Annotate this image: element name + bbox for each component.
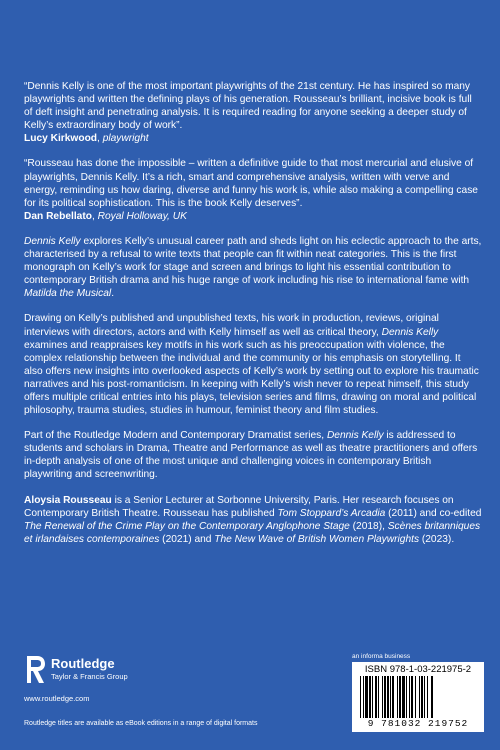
- paragraph-text: examines and reappraises key motifs in his work such as his preoccupation with violence, the complex relationship between the individual and the community or his emphasis on storytelling. It also offers new insights into overlooked aspects of Kelly’s work by setting out to explore his traumatic narratives and his post-romanticism. In keeping with Kelly’s wish never to repeat himself, this study offers multiple critical entries into his plays, television series and films, drawing on moral and political philosophy, trauma studies, studies in humour, feminist theory and film studies.: [24, 339, 479, 417]
- barcode-bar: [415, 676, 416, 718]
- book-title: Dennis Kelly: [381, 326, 439, 338]
- cover-text: [24, 80, 482, 558]
- paragraph-text: .: [111, 288, 115, 300]
- attribution-name: Dan Rebellato: [24, 210, 92, 222]
- quote-rebellato: [24, 157, 482, 222]
- barcode-bar: [372, 676, 373, 718]
- barcode-digits: 9 781032 219752: [367, 718, 469, 729]
- barcode-bars: [360, 676, 476, 718]
- barcode-bar: [397, 676, 398, 718]
- ebook-note: Routledge titles are available as eBook editions in a range of digital formats: [24, 720, 258, 727]
- musical-title: Matilda the Musical: [24, 288, 112, 300]
- barcode-bar: [384, 676, 386, 718]
- author-bio: Aloysia Rousseau is a Senior Lecturer at Sorbonne University, Paris. Her research focuses on Contemporary British Theatre. Rousseau has published Tom Stoppard’s Arcadia (2011) and co-edited The Renewal of the Crime Play on the Contemporary Anglophone Stage (2018), Scènes britanniques et irlandaises contemporaines (2021) and The New Wave of British Women Playwrights (2023).: [24, 494, 482, 545]
- barcode-bar: [406, 676, 407, 718]
- barcode-bar: [390, 676, 391, 718]
- barcode-bar: [375, 676, 377, 718]
- barcode-bar: [363, 676, 364, 718]
- barcode-bar: [399, 676, 401, 718]
- barcode-bar: [378, 676, 379, 718]
- book-title: The Renewal of the Crime Play on the Contemporary Anglophone Stage: [24, 520, 350, 532]
- publisher-name: Routledge: [51, 656, 115, 671]
- paragraph-text: explores Kelly’s unusual career path and sheds light on his eclectic approach to the arts, characterised by a refusal to write texts that people can fit within neat categories. This is the first monograph on Kelly’s work for stage and screen and brings to light his essential contribution to contemporary British drama and his huge range of work including his rise to international fame with: [24, 235, 482, 287]
- paragraph-text: Part of the Routledge Modern and Contemporary Dramatist series,: [24, 430, 327, 442]
- attribution-name: Lucy Kirkwood: [24, 133, 98, 145]
- barcode-bar: [411, 676, 413, 718]
- attribution-role: playwright: [102, 133, 149, 145]
- paragraph-text: is addressed to students and scholars in Drama, Theatre and Performance as well as theatre practitioners and offers in-depth analysis of one of the most unique and challenging voices in contemporary British playwriting and screenwriting.: [24, 430, 478, 481]
- paragraph-text: Drawing on Kelly’s published and unpublished texts, his work in production, reviews, original interviews with directors, actors and with Kelly himself as well as critical theory,: [24, 313, 439, 338]
- routledge-logo: [24, 655, 134, 691]
- barcode-bar: [387, 676, 389, 718]
- book-title: Tom Stoppard’s Arcadia: [277, 507, 386, 519]
- author-name: Aloysia Rousseau: [24, 494, 112, 506]
- description-paragraph-1: [24, 235, 482, 300]
- publisher-website[interactable]: www.routledge.com: [24, 694, 90, 703]
- routledge-r-icon: [24, 655, 46, 685]
- quote-text: “Rousseau has done the impossible – written a definitive guide to that most mercurial and elusive of playwrights, Dennis Kelly. It’s a rich, smart and comprehensive analysis, written with verve and energy, reminding us how daring, diverse and funny his work is, while also making a compelling case for its political sophistication. This is the book Kelly deserves”.: [24, 158, 478, 209]
- quote-text: “Dennis Kelly is one of the most important playwrights of the 21st century. He has inspired so many playwrights and written the defining plays of his generation. Rousseau’s brilliant, incisive book is full of deft insight and penetrating analysis. It is required reading for anyone seeking a deeper study of Kelly’s extraordinary body of work”.: [24, 81, 472, 132]
- barcode-bar: [360, 676, 361, 718]
- barcode-bar: [431, 676, 433, 718]
- book-title: Dennis Kelly: [326, 430, 384, 442]
- barcode-bar: [424, 676, 425, 718]
- barcode-bar: [402, 676, 405, 718]
- attribution-role: Royal Holloway, UK: [97, 210, 187, 222]
- barcode-bar: [419, 676, 420, 718]
- isbn-text: ISBN 978-1-03-221975-2: [364, 664, 472, 675]
- informa-tagline: an informa business: [352, 653, 411, 660]
- isbn-barcode: [352, 662, 484, 732]
- barcode-bar: [382, 676, 383, 718]
- barcode-bar: [421, 676, 423, 718]
- barcode-bar: [427, 676, 428, 718]
- description-paragraph-3: [24, 429, 482, 481]
- book-title: Scènes britanniques et irlandaises contemporaines: [24, 520, 481, 545]
- barcode-bar: [409, 676, 410, 718]
- barcode-bar: [365, 676, 368, 718]
- description-paragraph-2: [24, 312, 482, 417]
- barcode-bar: [392, 676, 394, 718]
- publisher-group: Taylor & Francis Group: [51, 672, 128, 681]
- book-title: The New Wave of British Women Playwrights: [214, 533, 420, 545]
- quote-attribution: Dan Rebellato, Royal Holloway, UK: [24, 210, 187, 222]
- barcode-bar: [369, 676, 371, 718]
- book-title: Dennis Kelly: [24, 235, 81, 247]
- quote-attribution: Lucy Kirkwood, playwright: [24, 133, 149, 145]
- quote-kirkwood: [24, 80, 482, 145]
